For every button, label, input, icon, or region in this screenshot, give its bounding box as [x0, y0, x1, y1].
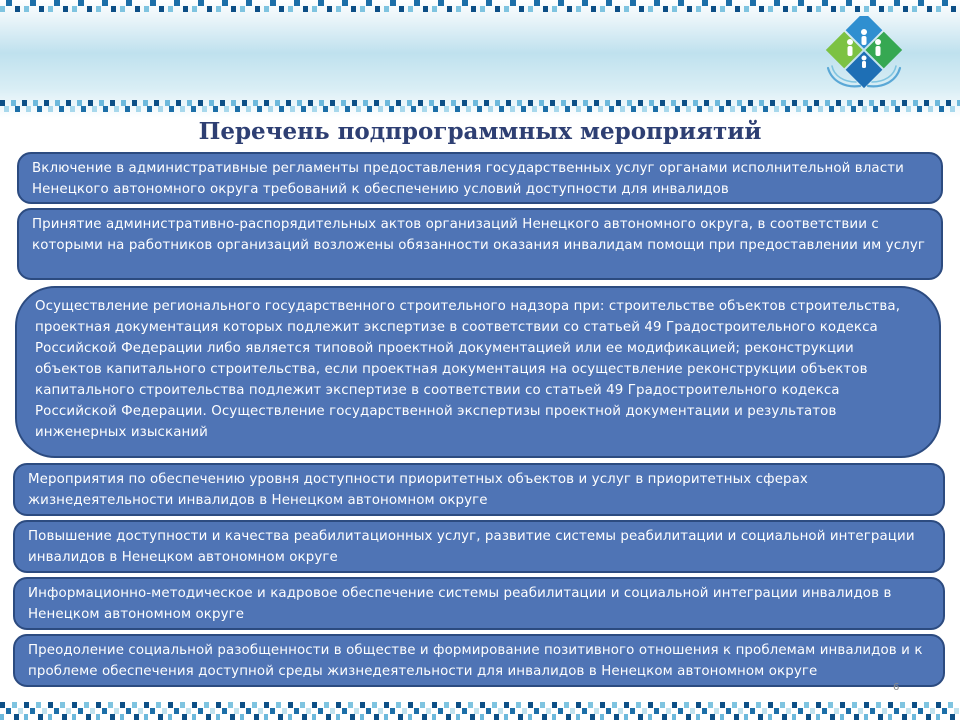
- program-item-1: Включение в административные регламенты предоставления государственных услуг органами исполнительной власти Ненецкого автономного округа требований к обеспечению условий доступности для инвалидов: [17, 152, 943, 204]
- program-item-5: Повышение доступности и качества реабилитационных услуг, развитие системы реабилитации и социальной интеграции инвалидов в Ненецком автономном округе: [13, 520, 945, 573]
- decorative-pixel-border-top: [0, 0, 960, 12]
- program-item-2: Принятие административно-распорядительных актов организаций Ненецкого автономного округа, в соответствии с которыми на работников организаций возложены обязанности оказания инвалидам помощи при предоставлении им услуг: [17, 208, 943, 280]
- decorative-pixel-border-header: [0, 100, 960, 112]
- page-title: Перечень подпрограммных мероприятий: [198, 118, 762, 145]
- program-item-6: Информационно-методическое и кадровое обеспечение системы реабилитации и социальной интеграции инвалидов в Ненецком автономном округе: [13, 577, 945, 630]
- decorative-pixel-border-bottom: [0, 700, 960, 720]
- program-item-4: Мероприятия по обеспечению уровня доступности приоритетных объектов и услуг в приоритетных сферах жизнедеятельности инвалидов в Ненецком автономном округе: [13, 463, 945, 516]
- program-item-7: Преодоление социальной разобщенности в обществе и формирование позитивного отношения к проблемам инвалидов и к проблеме обеспечения доступной среды жизнедеятельности для инвалидов в Ненецком автономном округе: [13, 634, 945, 687]
- program-item-3: Осуществление регионального государственного строительного надзора при: строительстве объектов строительства, проектная документация которых подлежит экспертизе в соответствии со статьей 49 Градостроительного кодекса Российской Федерации либо является типовой проектной документацией или ее модификацией; реконструкции объектов капитального строительства, если проектная документация на осуществление реконструкции объектов капитального строительства подлежит экспертизе в соответствии со статьей 49 Градостроительного кодекса Российской Федерации. Осуществление государственной экспертизы проектной документации и результатов инженерных изысканий: [15, 286, 941, 458]
- family-care-logo-icon: [822, 16, 906, 96]
- page-number: 6: [893, 682, 900, 693]
